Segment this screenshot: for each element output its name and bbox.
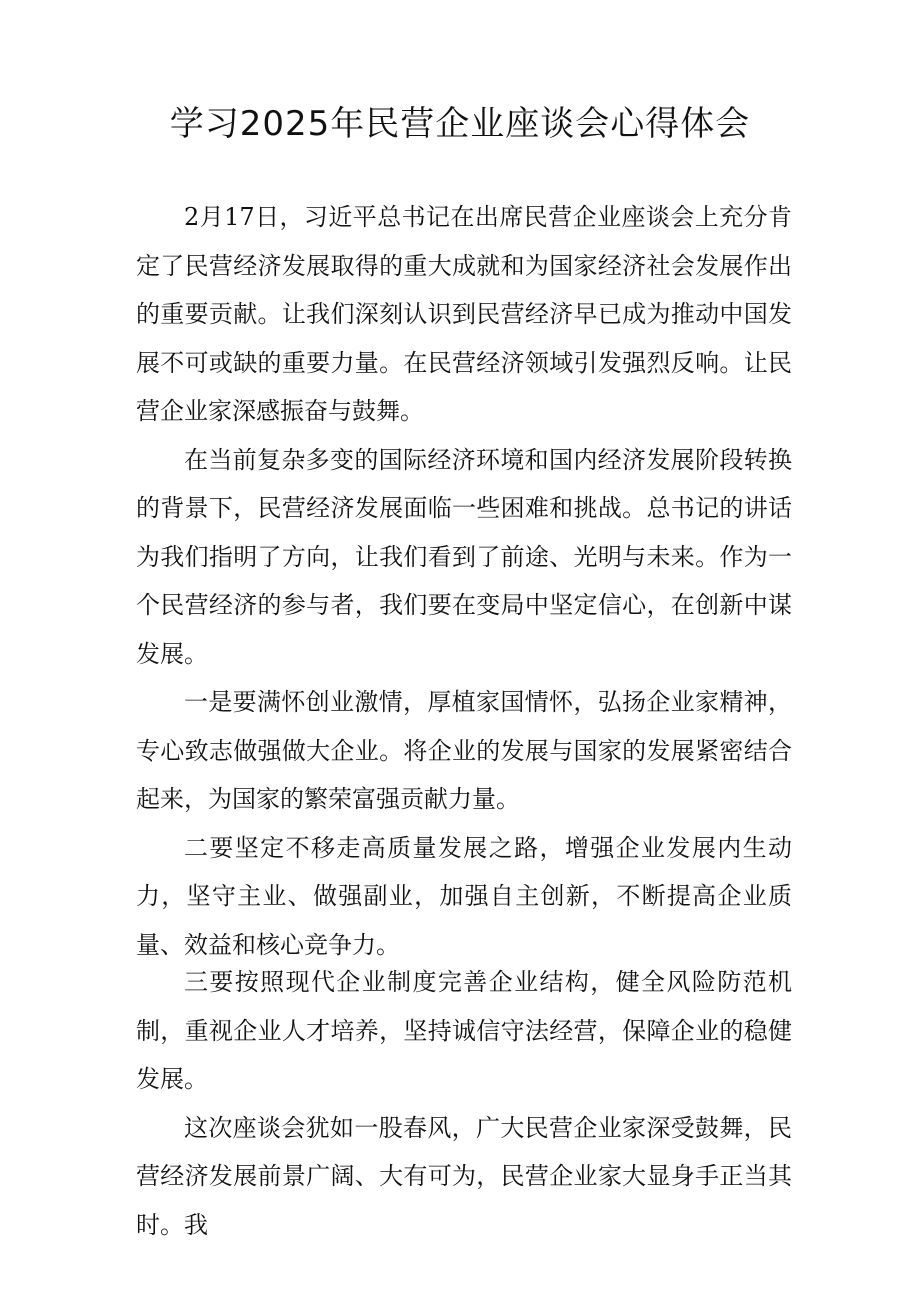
paragraph-1: 2月17日，习近平总书记在出席民营企业座谈会上充分肯定了民营经济发展取得的重大成就和为国家经济社会发展作出的重要贡献。让我们深刻认识到民营经济早已成为推动中国发展不可或缺的重要力量。在民营经济领域引发强烈反响。让民营企业家深感振奋与鼓舞。 — [136, 203, 792, 425]
document-body-lower — [136, 958, 792, 1249]
paragraph-6: 这次座谈会犹如一股春风，广大民营企业家深受鼓舞，民营经济发展前景广阔、大有可为，民营企业家大显身手正当其时。我 — [136, 1113, 792, 1239]
document-title: 学习2025年民营企业座谈会心得体会 — [169, 104, 751, 144]
paragraph-2: 在当前复杂多变的国际经济环境和国内经济发展阶段转换的背景下，民营经济发展面临一些困难和挑战。总书记的讲话为我们指明了方向，让我们看到了前途、光明与未来。作为一个民营经济的参与者，我们要在变局中坚定信心，在创新中谋发展。 — [136, 445, 792, 668]
paragraph-5: 三要按照现代企业制度完善企业结构，健全风险防范机制，重视企业人才培养，坚持诚信守法经营，保障企业的稳健发展。 — [136, 968, 792, 1093]
paragraph-3: 一是要满怀创业激情，厚植家国情怀，弘扬企业家精神，专心致志做强做大企业。将企业的发展与国家的发展紧密结合起来，为国家的繁荣富强贡献力量。 — [136, 688, 792, 813]
document-body-upper — [136, 193, 792, 969]
paragraph-4: 二要坚定不移走高质量发展之路，增强企业发展内生动力，坚守主业、做强副业，加强自主创新，不断提高企业质量、效益和核心竞争力。 — [136, 833, 792, 959]
